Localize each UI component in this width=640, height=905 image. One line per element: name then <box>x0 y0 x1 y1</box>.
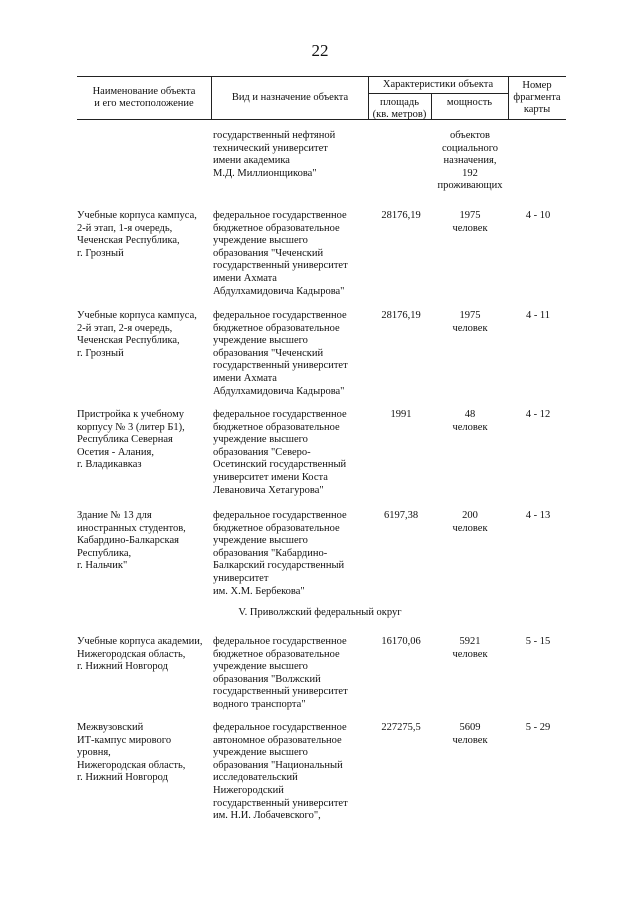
object-capacity: 1975 человек <box>452 310 488 334</box>
header-capacity: мощность <box>446 97 493 108</box>
object-capacity: 200 человек <box>452 510 488 534</box>
object-type: федеральное государственное бюджетное образовательное учреждение высшего образования "Чеченский государственный университет имени Ахмата Абдулхамидовича Кадырова" <box>213 310 348 397</box>
object-name: Учебные корпуса академии, Нижегородская область, г. Нижний Новгород <box>77 636 203 673</box>
object-capacity: 48 человек <box>452 409 488 433</box>
object-name: Межвузовский ИТ-кампус мирового уровня, Нижегородская область, г. Нижний Новгород <box>77 722 186 784</box>
map-fragment: 5 - 15 <box>525 636 551 647</box>
continuation-type: государственный нефтяной технический университет имени академика М.Д. Миллионщикова" <box>213 130 336 179</box>
object-type: федеральное государственное автономное образовательное учреждение высшего образования "Национальный исследовательский Нижегородский государственный университет им. Н.И. Лобачевского", <box>213 722 348 822</box>
object-capacity: 1975 человек <box>452 210 488 234</box>
header-top-rule <box>77 76 566 77</box>
object-area: 227275,5 <box>381 722 421 733</box>
header-type-col: Вид и назначение объекта <box>231 92 349 103</box>
page-number: 22 <box>311 41 329 60</box>
object-name: Учебные корпуса кампуса, 2-й этап, 2-я очередь, Чеченская Республика, г. Грозный <box>77 310 197 359</box>
header-area: площадь (кв. метров) <box>372 97 427 120</box>
header-characteristics: Характеристики объекта <box>382 79 494 90</box>
object-name: Здание № 13 для иностранных студентов, Кабардино-Балкарская Республика, г. Нальчик" <box>77 510 186 572</box>
object-area: 16170,06 <box>381 636 421 647</box>
header-name-col: Наименование объекта и его местоположение <box>92 86 196 109</box>
map-fragment: 4 - 12 <box>525 409 551 420</box>
header-bottom-rule <box>77 119 566 120</box>
object-area: 28176,19 <box>381 310 421 321</box>
map-fragment: 4 - 10 <box>525 210 551 221</box>
characteristics-underline <box>368 93 508 94</box>
object-capacity: 5609 человек <box>452 722 488 746</box>
header-fragment: Номер фрагмента карты <box>513 80 561 115</box>
object-type: федеральное государственное бюджетное образовательное учреждение высшего образования "Кабардино- Балкарский государственный университет им. Х.М. Бербекова" <box>213 510 347 597</box>
section-title: V. Приволжский федеральный округ <box>238 607 402 618</box>
continuation-capacity: объектов социального назначения, 192 проживающих <box>437 130 503 192</box>
object-area: 6197,38 <box>383 510 419 521</box>
map-fragment: 4 - 13 <box>525 510 551 521</box>
object-capacity: 5921 человек <box>452 636 488 660</box>
object-name: Учебные корпуса кампуса, 2-й этап, 1-я очередь, Чеченская Республика, г. Грозный <box>77 210 197 259</box>
object-type: федеральное государственное бюджетное образовательное учреждение высшего образования "Волжский государственный университет водного транспорта" <box>213 636 348 710</box>
object-area: 1991 <box>390 409 412 420</box>
object-type: федеральное государственное бюджетное образовательное учреждение высшего образования "Чеченский государственный университет имени Ахмата Абдулхамидовича Кадырова" <box>213 210 348 297</box>
map-fragment: 4 - 11 <box>525 310 551 321</box>
object-type: федеральное государственное бюджетное образовательное учреждение высшего образования "Северо- Осетинский государственный университет имени Коста Левановича Хетагурова" <box>213 409 347 496</box>
map-fragment: 5 - 29 <box>525 722 551 733</box>
object-area: 28176,19 <box>381 210 421 221</box>
object-name: Пристройка к учебному корпусу № 3 (литер Б1), Республика Северная Осетия - Алания, г. Владикавказ <box>77 409 185 471</box>
